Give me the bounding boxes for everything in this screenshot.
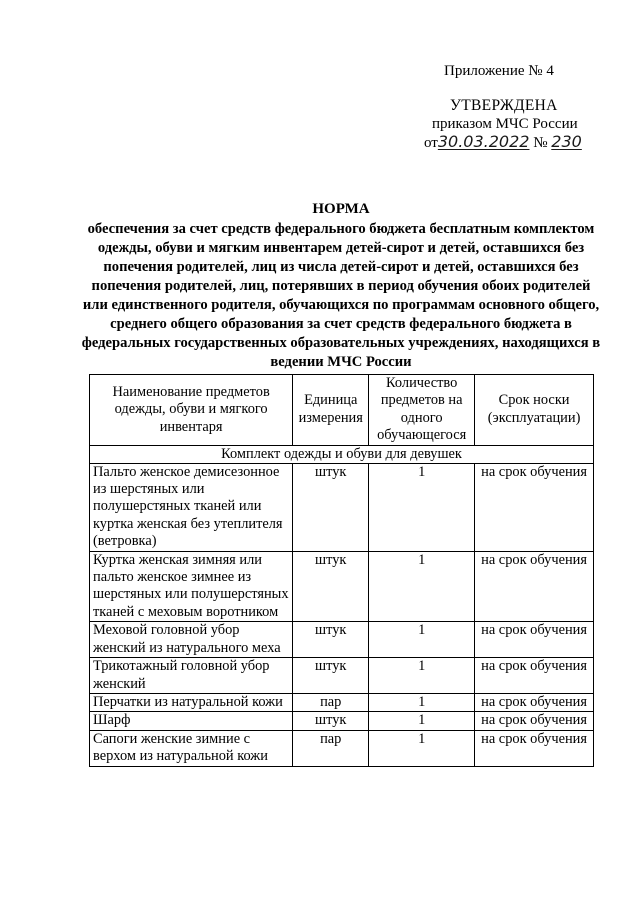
item-name: Меховой головной убор женский из натурального меха (90, 622, 293, 658)
approved-label: УТВЕРЖДЕНА (450, 97, 558, 114)
item-quantity: 1 (369, 551, 475, 622)
date-prefix: от (424, 135, 438, 151)
header-unit: Единица измерения (293, 375, 369, 446)
table-row (90, 622, 594, 658)
item-term: на срок обучения (475, 463, 594, 551)
item-name: Перчатки из натуральной кожи (90, 693, 293, 711)
order-label: приказом МЧС России (432, 116, 578, 132)
appendix-label: Приложение № 4 (444, 63, 554, 79)
item-term: на срок обучения (475, 730, 594, 766)
item-quantity: 1 (369, 712, 475, 730)
item-name: Сапоги женские зимние с верхом из натуральной кожи (90, 730, 293, 766)
item-unit: пар (293, 730, 369, 766)
section-title: Комплект одежды и обуви для девушек (90, 445, 594, 463)
item-quantity: 1 (369, 463, 475, 551)
item-term: на срок обучения (475, 622, 594, 658)
item-term: на срок обучения (475, 693, 594, 711)
table-row (90, 463, 594, 551)
item-quantity: 1 (369, 730, 475, 766)
table-row (90, 658, 594, 694)
item-name: Шарф (90, 712, 293, 730)
title-body: обеспечения за счет средств федерального бюджета бесплатным комплектом одежды, обуви и мягким инвентарем детей-сирот и детей, оставшихся без попечения родителей, лиц из числа детей-сирот и детей, оставшихся без попечения родителей, лиц, потерявших в период обучения обоих родителей или единственного родителя, обучающихся по программам основного общего, среднего общего образования за счет средств федерального бюджета в федеральных государственных образовательных учреждениях, находящихся в ведении МЧС России (81, 221, 601, 370)
section-row (90, 445, 594, 463)
item-quantity: 1 (369, 622, 475, 658)
item-name: Куртка женская зимняя или пальто женское зимнее из шерстяных или полушерстяных тканей с меховым воротником (90, 551, 293, 622)
title-heading: НОРМА (312, 201, 370, 217)
item-term: на срок обучения (475, 658, 594, 694)
header-term: Срок носки (эксплуатации) (475, 375, 594, 446)
table-row (90, 693, 594, 711)
header-quantity: Количество предметов на одного обучающегося (369, 375, 475, 446)
item-unit: штук (293, 622, 369, 658)
document-title (80, 200, 602, 372)
table-row (90, 712, 594, 730)
item-term: на срок обучения (475, 712, 594, 730)
item-unit: штук (293, 658, 369, 694)
item-term: на срок обучения (475, 551, 594, 622)
approval-block (424, 62, 624, 152)
item-name: Пальто женское демисезонное из шерстяных или полушерстяных тканей или куртка женская без утеплителя (ветровка) (90, 463, 293, 551)
table-row (90, 730, 594, 766)
number-prefix: № (533, 135, 548, 151)
item-quantity: 1 (369, 658, 475, 694)
header-item-name: Наименование предметов одежды, обуви и мягкого инвентаря (90, 375, 293, 446)
item-unit: штук (293, 551, 369, 622)
order-date-line (424, 133, 624, 152)
item-name: Трикотажный головной убор женский (90, 658, 293, 694)
handwritten-number: 230 (551, 132, 582, 151)
table-row (90, 551, 594, 622)
item-unit: штук (293, 712, 369, 730)
item-unit: пар (293, 693, 369, 711)
table-header-row (90, 375, 594, 446)
norm-table (89, 374, 594, 767)
handwritten-date: 30.03.2022 (437, 132, 530, 151)
item-unit: штук (293, 463, 369, 551)
item-quantity: 1 (369, 693, 475, 711)
